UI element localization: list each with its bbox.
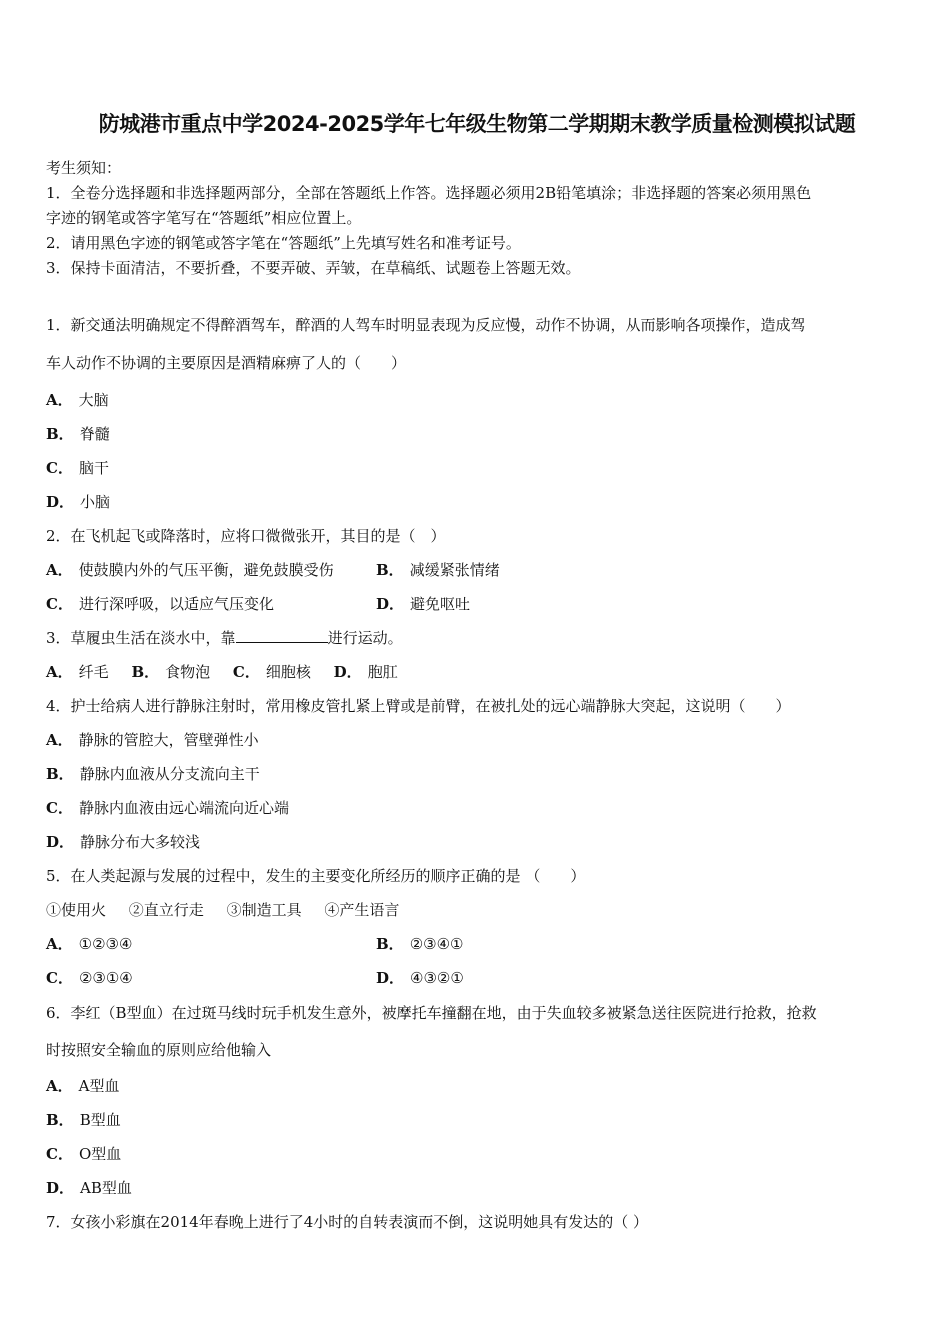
options-row bbox=[46, 655, 908, 689]
notice-line: 字迹的钢笔或答字笔写在“答题纸”相应位置上。 bbox=[46, 209, 362, 227]
question-stem: 4．护士给病人进行静脉注射时，常用橡皮管扎紧上臂或是前臂，在被扎处的远心端静脉大突起，这说明（ ） bbox=[46, 697, 791, 715]
question-stem: 3．草履虫生活在淡水中，靠 进行运动。 bbox=[46, 629, 403, 647]
option-d[interactable]: D． 胞肛 bbox=[333, 663, 398, 681]
sequence-item: ④产生语言 bbox=[324, 901, 400, 919]
option-c[interactable]: C． ②③①④ bbox=[46, 969, 133, 987]
option-d[interactable]: D． ④③②① bbox=[376, 969, 464, 987]
option-c[interactable]: C． 细胞核 bbox=[232, 663, 311, 681]
question-stem-cont: 时按照安全输血的原则应给他输入 bbox=[46, 1041, 272, 1059]
sequence-item: ②直立行走 bbox=[128, 901, 204, 919]
option-a[interactable]: A． 纤毛 bbox=[46, 663, 109, 681]
question-stem: 6．李红（B型血）在过斑马线时玩手机发生意外，被摩托车撞翻在地，由于失血较多被紧急送往医院进行抢救，抢救 bbox=[46, 1004, 817, 1022]
option-d[interactable]: D． AB型血 bbox=[46, 1179, 132, 1197]
question-stem: 2．在飞机起飞或降落时，应将口微微张开，其目的是（ ） bbox=[46, 527, 446, 545]
option-c[interactable]: C． 静脉内血液由远心端流向近心端 bbox=[46, 799, 289, 817]
option-b[interactable]: B． 减缓紧张情绪 bbox=[376, 561, 500, 579]
sequence-item: ③制造工具 bbox=[226, 901, 302, 919]
option-b[interactable]: B． B型血 bbox=[46, 1111, 121, 1129]
option-a[interactable]: A． 大脑 bbox=[46, 391, 109, 409]
question-stem: 1．新交通法明确规定不得醉酒驾车，醉酒的人驾车时明显表现为反应慢，动作不协调，从而影响各项操作，造成驾 bbox=[46, 316, 806, 334]
answer-blank[interactable] bbox=[236, 628, 328, 643]
notice-line: 1．全卷分选择题和非选择题两部分，全部在答题纸上作答。选择题必须用2B铅笔填涂；非选择题的答案必须用黑色 bbox=[46, 184, 812, 202]
option-c[interactable]: C． O型血 bbox=[46, 1145, 122, 1163]
question-2 bbox=[46, 519, 908, 621]
option-b[interactable]: B． 静脉内血液从分支流向主干 bbox=[46, 765, 260, 783]
option-d[interactable]: D． 静脉分布大多较浅 bbox=[46, 833, 201, 851]
options-row bbox=[46, 927, 908, 961]
option-a[interactable]: A． ①②③④ bbox=[46, 935, 133, 953]
options-row bbox=[46, 553, 908, 587]
option-a[interactable]: A． 使鼓膜内外的气压平衡，避免鼓膜受伤 bbox=[46, 561, 334, 579]
question-stem-cont: 车人动作不协调的主要原因是酒精麻痹了人的（ ） bbox=[46, 354, 407, 372]
sequence-items bbox=[46, 893, 908, 927]
option-a[interactable]: A． 静脉的管腔大，管壁弹性小 bbox=[46, 731, 259, 749]
option-c[interactable]: C． 进行深呼吸，以适应气压变化 bbox=[46, 595, 274, 613]
page-title: 防城港市重点中学2024-2025学年七年级生物第二学期期末教学质量检测模拟试题 bbox=[98, 112, 856, 136]
option-a[interactable]: A． A型血 bbox=[46, 1077, 120, 1095]
option-c[interactable]: C． 脑干 bbox=[46, 459, 109, 477]
exam-page bbox=[46, 108, 908, 1239]
notice-heading: 考生须知： bbox=[46, 159, 122, 177]
question-stem: 5．在人类起源与发展的过程中，发生的主要变化所经历的顺序正确的是 （ ） bbox=[46, 867, 586, 885]
option-b[interactable]: B． ②③④① bbox=[376, 935, 464, 953]
notice-line: 2．请用黑色字迹的钢笔或答字笔在“答题纸”上先填写姓名和准考证号。 bbox=[46, 234, 521, 252]
question-7 bbox=[46, 1205, 908, 1239]
question-stem: 7．女孩小彩旗在2014年春晚上进行了4小时的自转表演而不倒，这说明她具有发达的（ ） bbox=[46, 1213, 649, 1231]
question-6 bbox=[46, 995, 908, 1205]
options-row bbox=[46, 961, 908, 995]
question-1 bbox=[46, 307, 908, 519]
option-b[interactable]: B． 脊髓 bbox=[46, 425, 110, 443]
options-row bbox=[46, 587, 908, 621]
question-4 bbox=[46, 689, 908, 859]
option-b[interactable]: B． 食物泡 bbox=[131, 663, 211, 681]
option-d[interactable]: D． 避免呕吐 bbox=[376, 595, 471, 613]
question-5 bbox=[46, 859, 908, 995]
notice-line: 3．保持卡面清洁，不要折叠，不要弄破、弄皱，在草稿纸、试题卷上答题无效。 bbox=[46, 259, 581, 277]
notice-section bbox=[46, 156, 908, 281]
option-d[interactable]: D． 小脑 bbox=[46, 493, 111, 511]
question-3 bbox=[46, 621, 908, 689]
sequence-item: ①使用火 bbox=[46, 901, 107, 919]
